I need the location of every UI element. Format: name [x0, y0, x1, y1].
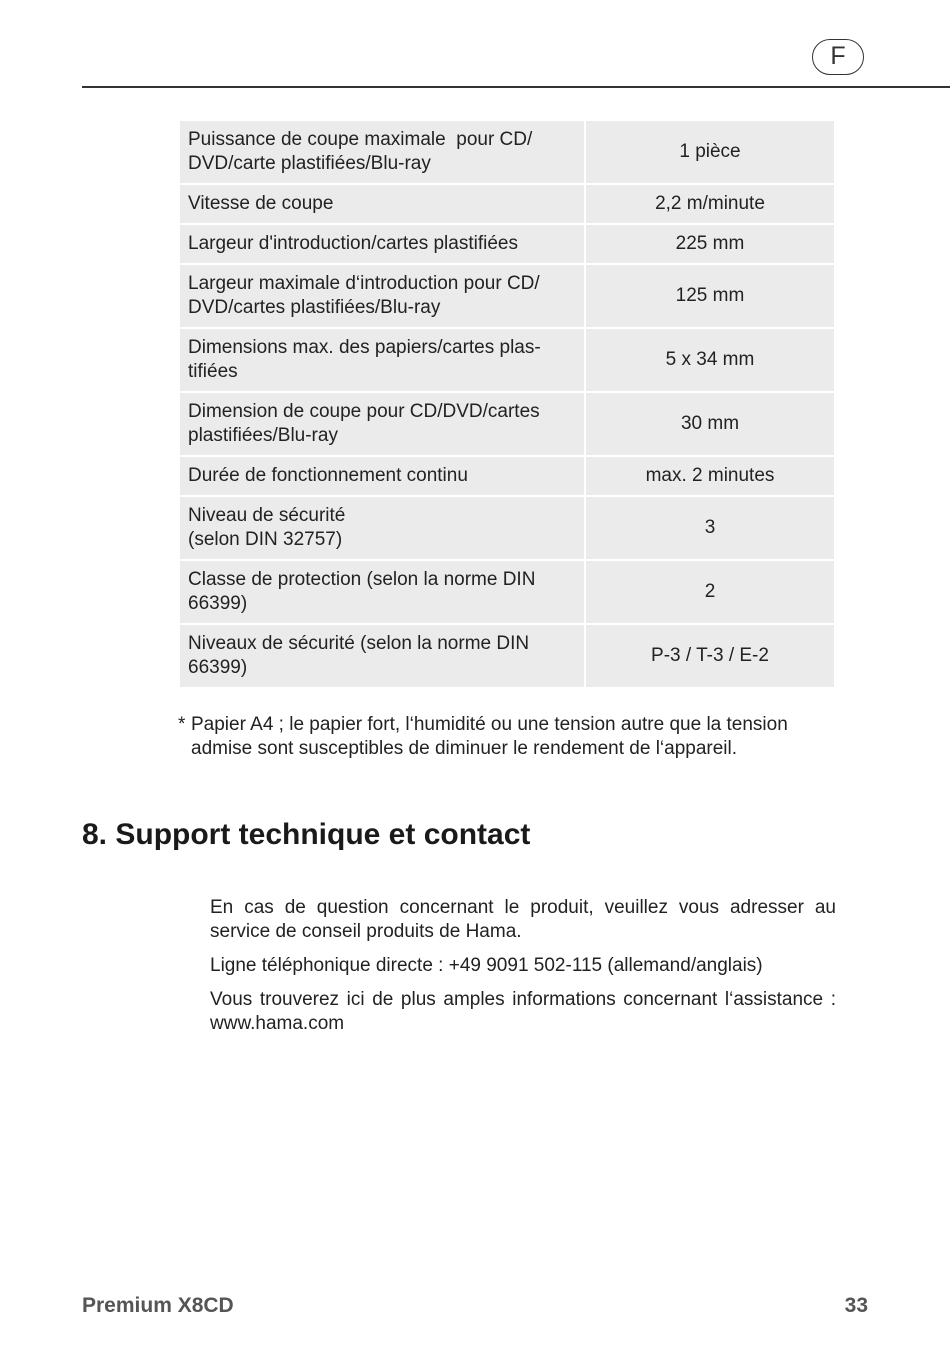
table-row: [180, 185, 834, 223]
footnote-marker: *: [178, 714, 186, 735]
section-body: [210, 896, 836, 1046]
table-row: [180, 121, 834, 183]
spec-label: Largeur maximale d‘introduction pour CD/ DVD/cartes plastifiées/Blu-ray: [180, 265, 584, 327]
spec-label: Puissance de coupe maximale pour CD/ DVD/carte plastifiées/Blu-ray: [180, 121, 584, 183]
table-row: [180, 265, 834, 327]
spec-value: 2: [586, 561, 834, 623]
spec-value: 30 mm: [586, 393, 834, 455]
spec-label: Niveaux de sécurité (selon la norme DIN 66399): [180, 625, 584, 687]
table-row: [180, 225, 834, 263]
spec-label: Dimensions max. des papiers/cartes plas- tifiées: [180, 329, 584, 391]
table-row: [180, 497, 834, 559]
table-footnote: [178, 713, 843, 761]
website-paragraph: Vous trouverez ici de plus amples informations concernant l‘assistance : www.hama.com: [210, 989, 836, 1034]
spec-label: Largeur d'introduction/cartes plastifiées: [180, 225, 584, 263]
support-paragraph: En cas de question concernant le produit, veuillez vous adresser au service de conseil produits de Hama.: [210, 897, 836, 942]
spec-value: 1 pièce: [586, 121, 834, 183]
table-row: [180, 561, 834, 623]
spec-label: Durée de fonctionnement continu: [180, 457, 584, 495]
language-badge: F: [812, 39, 864, 75]
spec-label: Niveau de sécurité (selon DIN 32757): [180, 497, 584, 559]
table-row: [180, 329, 834, 391]
hotline-paragraph: Ligne téléphonique directe : +49 9091 502-115 (allemand/anglais): [210, 955, 763, 976]
footnote-text: Papier A4 ; le papier fort, l‘humidité ou une tension autre que la tension admise sont susceptibles de diminuer le rendement de l‘appareil.: [191, 714, 788, 759]
table-row: [180, 393, 834, 455]
spec-value: 225 mm: [586, 225, 834, 263]
spec-value: max. 2 minutes: [586, 457, 834, 495]
spec-label: Vitesse de coupe: [180, 185, 584, 223]
spec-value: P-3 / T-3 / E-2: [586, 625, 834, 687]
spec-value: 3: [586, 497, 834, 559]
table-row: [180, 625, 834, 687]
specifications-table: [178, 119, 836, 689]
footer-product-name: Premium X8CD: [82, 1294, 234, 1317]
spec-value: 5 x 34 mm: [586, 329, 834, 391]
spec-value: 2,2 m/minute: [586, 185, 834, 223]
spec-label: Classe de protection (selon la norme DIN 66399): [180, 561, 584, 623]
header-divider: [82, 86, 950, 88]
spec-value: 125 mm: [586, 265, 834, 327]
spec-label: Dimension de coupe pour CD/DVD/cartes plastifiées/Blu-ray: [180, 393, 584, 455]
table-row: [180, 457, 834, 495]
section-title: 8. Support technique et contact: [82, 818, 531, 851]
footer-page-number: 33: [844, 1294, 868, 1317]
